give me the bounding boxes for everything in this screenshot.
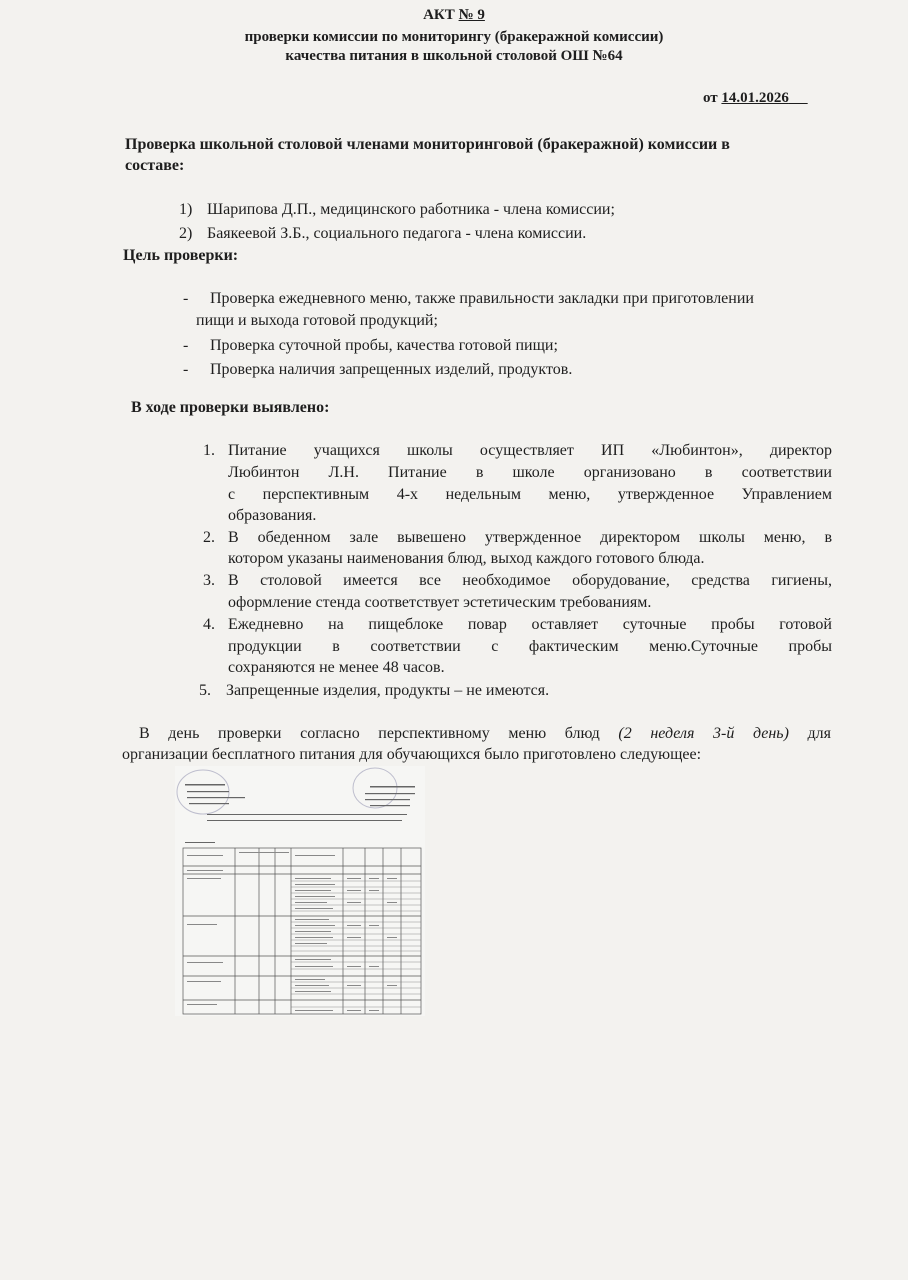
goal-heading: Цель проверки: [123,247,239,264]
finding-1-line-2: Любинтон Л.Н. Питание в школе организовано в соответствии [228,464,832,481]
intro-line-1: Проверка школьной столовой членами мониторинговой (бракеражной) комиссии в [125,136,730,153]
finding-4-line-1: Ежедневно на пищеблоке повар оставляет суточные пробы готовой [228,616,832,633]
intro-line-2: составе: [125,157,185,174]
member-1: Шарипова Д.П., медицинского работника - члена комиссии; [207,201,615,218]
finding-5-line-1: Запрещенные изделия, продукты – не имеются. [226,682,550,699]
goal-2-mark: - [183,337,189,354]
menu-table-scan [175,766,425,1016]
finding-4-num: 4. [203,616,215,633]
closing-line-2: организации бесплатного питания для обучающихся было приготовлено следующее: [122,746,702,763]
finding-5-num: 5. [199,682,211,699]
finding-2-line-2: котором указаны наименования блюд, выход каждого готового блюда. [228,550,705,567]
goal-3-line-1: Проверка наличия запрещенных изделий, продуктов. [210,361,573,378]
act-date [703,90,808,107]
act-title [0,6,908,25]
closing-text-a: В день проверки согласно перспективному меню блюд [139,725,600,742]
finding-4-line-3: сохраняются не менее 48 часов. [228,659,445,676]
finding-2-num: 2. [203,529,215,546]
goal-1-mark: - [183,290,189,307]
finding-4-line-2: продукции в соответствии с фактическим меню.Суточные пробы [228,638,832,655]
date-value: 14.01.2026 [721,90,789,106]
goal-3-mark: - [183,361,189,378]
finding-2-line-1: В обеденном зале вывешено утвержденное директором школы меню, в [228,529,832,546]
finding-1-line-1: Питание учащихся школы осуществляет ИП «Любинтон», директор [228,442,832,459]
act-subtitle-1: проверки комиссии по мониторингу (бракеражной комиссии) [244,29,664,45]
finding-3-line-2: оформление стенда соответствует эстетическим требованиям. [228,594,652,611]
member-1-num: 1) [179,201,193,218]
goal-1-line-2: пищи и выхода готовой продукций; [196,312,438,329]
findings-heading: В ходе проверки выявлено: [131,399,330,416]
goal-2-line-1: Проверка суточной пробы, качества готовой пищи; [210,337,558,354]
closing-line-1 [139,723,831,744]
act-number: № 9 [458,7,485,23]
closing-italic: (2 неделя 3-й день) [618,725,789,742]
act-label: АКТ [423,7,455,23]
act-subtitle-2: качества питания в школьной столовой ОШ №64 [285,48,623,64]
finding-1-line-4: образования. [228,507,317,524]
finding-1-line-3: с перспективным 4-х недельным меню, утвержденное Управлением [228,486,832,503]
date-prefix: от [703,90,718,106]
finding-3-line-1: В столовой имеется все необходимое оборудование, средства гигиены, [228,572,832,589]
finding-3-num: 3. [203,572,215,589]
member-2-num: 2) [179,225,193,242]
member-2: Баякеевой З.Б., социального педагога - члена комиссии. [207,225,587,242]
goal-1-line-1: Проверка ежедневного меню, также правильности закладки при приготовлении [210,290,754,307]
closing-text-b: для [807,725,832,742]
finding-1-num: 1. [203,442,215,459]
